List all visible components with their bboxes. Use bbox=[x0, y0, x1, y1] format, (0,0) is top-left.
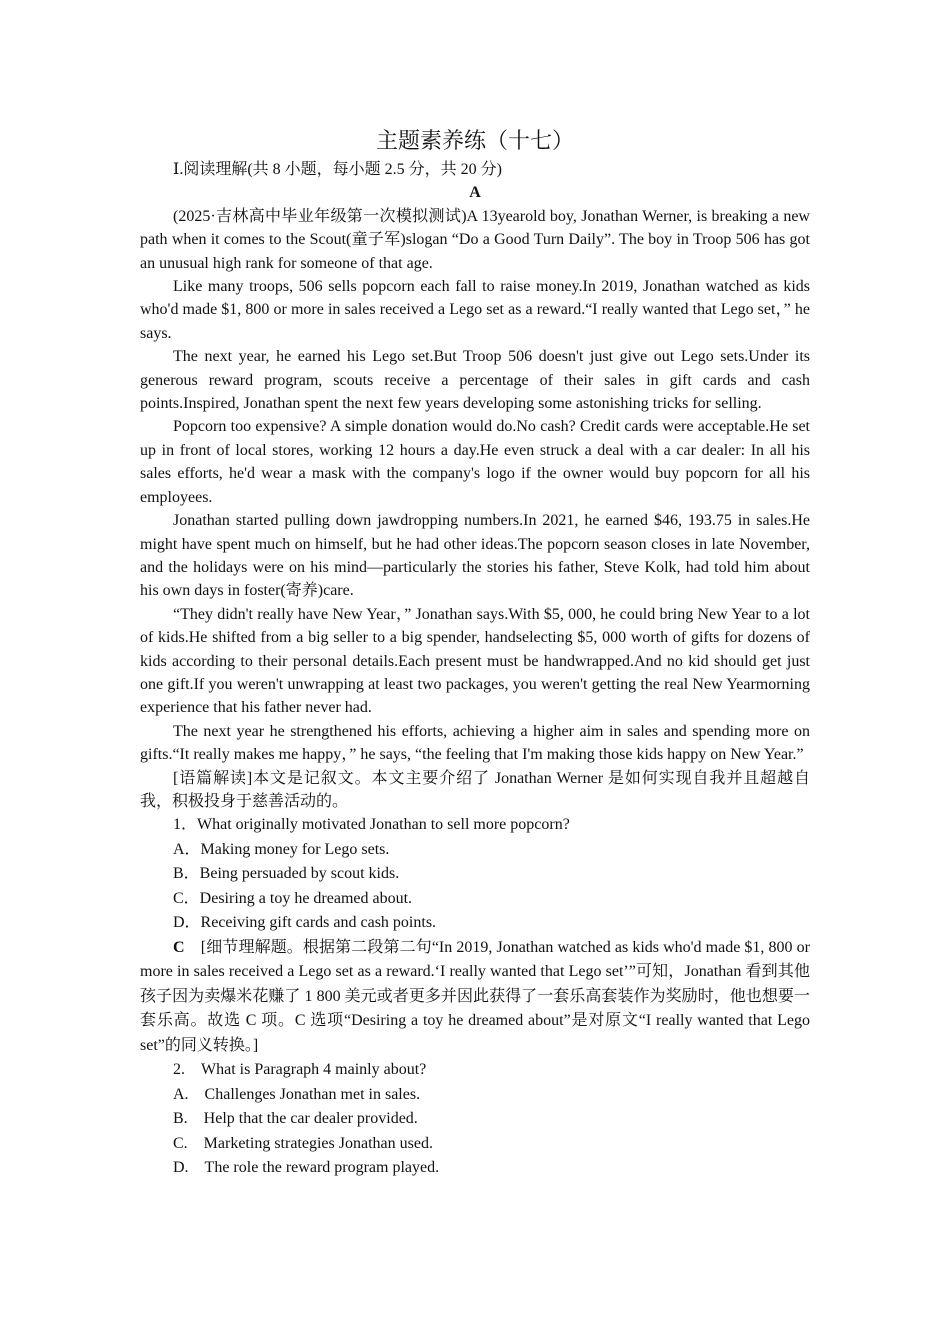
analysis-label: [语篇解读] bbox=[173, 769, 253, 787]
paragraph-1: (2025·吉林高中毕业年级第一次模拟测试)A 13yearold boy, Jonathan Werner, is breaking a new path when it comes to the Scout(童子军)slogan “Do a Good Turn Daily”. The boy in Troop 506 has got an unusual high rank for someone of that age. bbox=[140, 207, 810, 272]
question-2-option-b: B. Help that the car dealer provided. bbox=[173, 1110, 418, 1128]
question-1-stem: 1．What originally motivated Jonathan to sell more popcorn? bbox=[173, 816, 570, 834]
question-2-option-a: A. Challenges Jonathan met in sales. bbox=[173, 1085, 421, 1103]
paragraph-7: The next year he strengthened his efforts, achieving a higher aim in sales and spending more on gifts.“It really makes me happy，” he says, “the feeling that I'm making those kids happy on New Year.” bbox=[140, 722, 810, 764]
passage-analysis bbox=[140, 767, 810, 814]
question-1-option-d: D．Receiving gift cards and cash points. bbox=[173, 914, 437, 932]
question-1-option-b: B．Being persuaded by scout kids. bbox=[173, 865, 400, 883]
document-content bbox=[140, 126, 810, 1181]
answer-letter: C bbox=[173, 938, 185, 956]
question-2-stem: 2. What is Paragraph 4 mainly about? bbox=[173, 1061, 427, 1079]
question-1-option-c: C．Desiring a toy he dreamed about. bbox=[173, 889, 413, 907]
paragraph-6: “They didn't really have New Year，” Jonathan says.With $5, 000, he could bring New Year to a lot of kids.He shifted from a big seller to a big spender, handselecting $5, 000 worth of gifts for dozens of kids according to their personal details.Each present must be handwrapped.And no kid should get just one gift.If you weren't unwrapping at least two packages, you weren't getting the real New Yearmorning experience that his father never had. bbox=[140, 605, 810, 717]
paragraph-2: Like many troops, 506 sells popcorn each fall to raise money.In 2019, Jonathan watched as kids who'd made $1, 800 or more in sales received a Lego set as a reward.“I really wanted that Lego set，” he says. bbox=[140, 278, 810, 342]
paragraph-3: The next year, he earned his Lego set.But Troop 506 doesn't just give out Lego sets.Under its generous reward program, scouts receive a percentage of their sales in gift cards and cash points.Inspired, Jonathan spent the next few years developing some astonishing tricks for selling. bbox=[140, 348, 810, 413]
paragraph-4: Popcorn too expensive? A simple donation would do.No cash? Credit cards were acceptable.He set up in front of local stores, working 12 hours a day.He even struck a deal with a car dealer: In all his sales efforts, he'd wear a mask with the company's logo if the owner would buy popcorn for all his employees. bbox=[140, 418, 810, 506]
question-1-answer bbox=[140, 936, 810, 1059]
section-heading: Ⅰ.阅读理解(共 8 小题，每小题 2.5 分，共 20 分) bbox=[173, 161, 502, 178]
page-title: 主题素养练（十七） bbox=[375, 128, 574, 153]
question-2-option-c: C. Marketing strategies Jonathan used. bbox=[173, 1134, 433, 1152]
answer-explanation: [细节理解题。根据第二段第二句“In 2019, Jonathan watched as kids who'd made $1, 800 or more in sales received a Lego set as a reward.‘I really wanted that Lego set’”可知，Jonathan 看到其他孩子因为卖爆米花赚了 1 800 美元或者更多并因此获得了一套乐高套装作为奖励时，他也想要一套乐高。故选 C 项。C 选项“Desiring a toy he dreamed about”是对原文“I really wanted that Lego set”的同义转换。] bbox=[140, 938, 810, 1054]
analysis-text: 本文是记叙文。本文主要介绍了 Jonathan Werner 是如何实现自我并且超越自我，积极投身于慈善活动的。 bbox=[140, 769, 810, 810]
passage-label: A bbox=[469, 184, 481, 202]
paragraph-5: Jonathan started pulling down jawdropping numbers.In 2021, he earned $46, 193.75 in sales.He might have spent much on himself, but he had other ideas.The popcorn season closes in late November, and the holidays were on his mind—particularly the stories his father, Steve Kolk, had told him about his own days in foster(寄养)care. bbox=[140, 512, 810, 600]
question-2-option-d: D. The role the reward program played. bbox=[173, 1159, 440, 1177]
question-1-option-a: A．Making money for Lego sets. bbox=[173, 840, 390, 858]
